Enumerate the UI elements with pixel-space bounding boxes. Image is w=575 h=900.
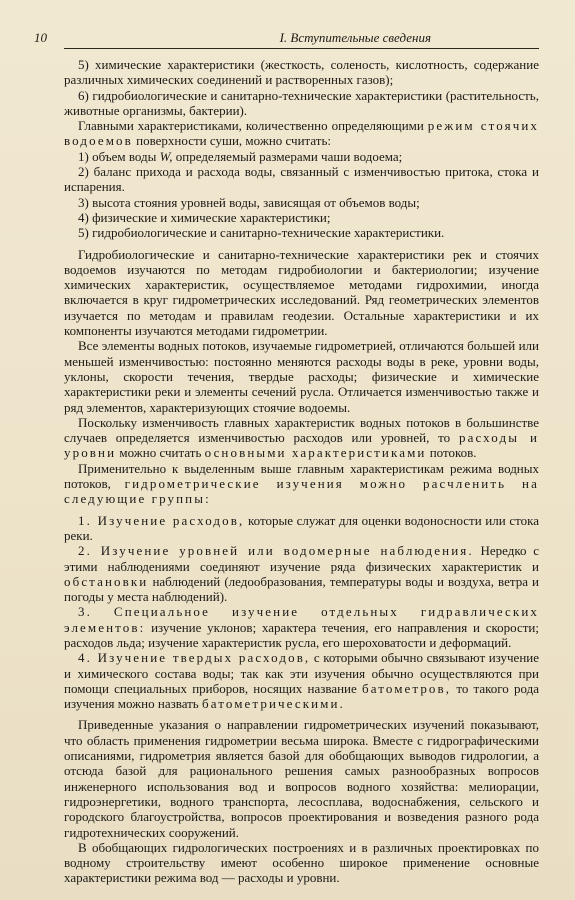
text-run: изучение уклонов; характера течения, его направления и скорости; расходов льда; изучение характеристик русла, его шероховатости и деформаций. [64,619,539,650]
paragraph [64,461,539,507]
text-run: Нередко с этими наблюдениями соединяют изучение ряда физических характеристик и [64,543,540,574]
group-item [64,513,539,544]
text-run: можно считать [119,445,202,461]
paragraph: Все элементы водных потоков, изучаемые гидрометрией, отличаются большей или меньшей изменчивостью: постоянно меняются расходы воды в реке, уровни воды, уклоны, скорости течения, твердые расходы; физические и химические характеристики реки и элементы сечений русла. Отличается изменчивостью также и ряд элементов, характеризующих стоячие водоемы. [64,338,539,415]
paragraph: Приведенные указания о направлении гидрометрических изучений показывают, что область применения гидрометрии весьма широка. Вместе с гидрографическими описаниями, гидрометрия является базой для обобщающих выводов гидрологии, а отсюда базой для рационального решения самых разнообразных вопросов инженерного использования вод и вопросов водного хозяйства: мелиорации, гидроэнергетики, водного транспорта, лесосплава, водоснабжения, сельского и городского благоустройства, вопросов проектирования и возведения разного рода гидротехнических сооружений. [64,717,539,840]
text-run: определяемый размерами чаши водоема; [175,148,403,164]
page-number: 10 [34,30,47,45]
list-item: 4) физические и химические характеристики; [78,209,331,225]
paragraph: Гидробиологические и санитарно-технические характеристики рек и стоячих водоемов изучаются по методам гидробиологии и бактериологии; изучение химических характеристик, осуществляемое методами гидрохимии, иногда включается в круг гидрометрических исследований. Ряд геометрических элементов изучается по методам и правилам геодезии. Остальные характеристики и их компоненты изучаются методами гидрометрии. [64,246,539,339]
paragraph [64,415,539,461]
text-run: потоков. [429,445,477,461]
group-item [64,543,539,604]
spaced-term: батометров, [361,680,452,696]
spaced-term: основными характеристиками [204,445,427,461]
text-run: Главными характеристиками, количественно определяющими [78,118,424,134]
list-item: 3) высота стояния уровней воды, зависящая от объемов воды; [78,194,420,210]
text-run: то такого рода изучения можно назвать [64,680,540,712]
running-header [34,30,539,49]
page-body [64,57,539,886]
list-item [64,149,539,164]
running-title: I. Вступительные сведения [279,30,431,45]
spaced-term: гидрометрические изучения можно расчленить на следующие группы: [64,476,539,507]
group-item [64,604,539,650]
spaced-term: 2. Изучение уровней или водомерные наблюдения. [78,543,474,559]
spaced-term: режим стоячих водоемов [64,118,539,149]
text-run: Применительно к выделенным выше главным характеристикам режима водных потоков, [64,460,539,492]
variable: W, [159,148,173,164]
text-run: наблюдений (ледообразования, температуры воды и воздуха, ветра и погоды у места наблюдений). [64,573,539,605]
spaced-term: расходы и уровни [64,430,539,461]
text-run: поверхности суши, можно считать: [136,133,332,149]
text-run: Поскольку изменчивость главных характеристик водных потоков в большинстве случаев определяется изменчивостью расходов или уровней, то [64,414,539,446]
spaced-term: батометрическими. [202,696,345,712]
paragraph: 6) гидробиологические и санитарно-технические характеристики (растительность, животные организмы, бактерии). [64,87,539,118]
text-run: которые служат для оценки водоносности или стока реки. [64,512,539,543]
spaced-term: 3. Специальное изучение отдельных гидравлических элементов: [64,604,539,635]
list-item: 2) баланс прихода и расхода воды, связанный с изменчивостью притока, стока и испарения. [64,164,539,195]
text-run: с которыми обычно связывают изучение и химического состава воды; так как эти изучения обычно осуществляются при помощи специальных приборов, носящих название [64,650,539,696]
paragraph: 5) химические характеристики (жесткость, соленость, кислотность, содержание различных химических соединений и растворенных газов); [64,57,539,88]
spaced-term: 1. Изучение расходов, [78,512,245,528]
paragraph [64,118,539,149]
list-item: 5) гидробиологические и санитарно-технические характеристики. [78,225,445,241]
group-item [64,650,539,711]
spaced-term: 4. Изучение твердых расходов, [78,650,311,666]
spaced-term: обстановки [64,573,149,589]
text-run: 1) объем воды [78,148,157,164]
paragraph: В обобщающих гидрологических построениях и в различных проектировках по водному строительству имеют особенно широкое применение основные характеристики режима вод — расходы и уровни. [64,839,539,886]
